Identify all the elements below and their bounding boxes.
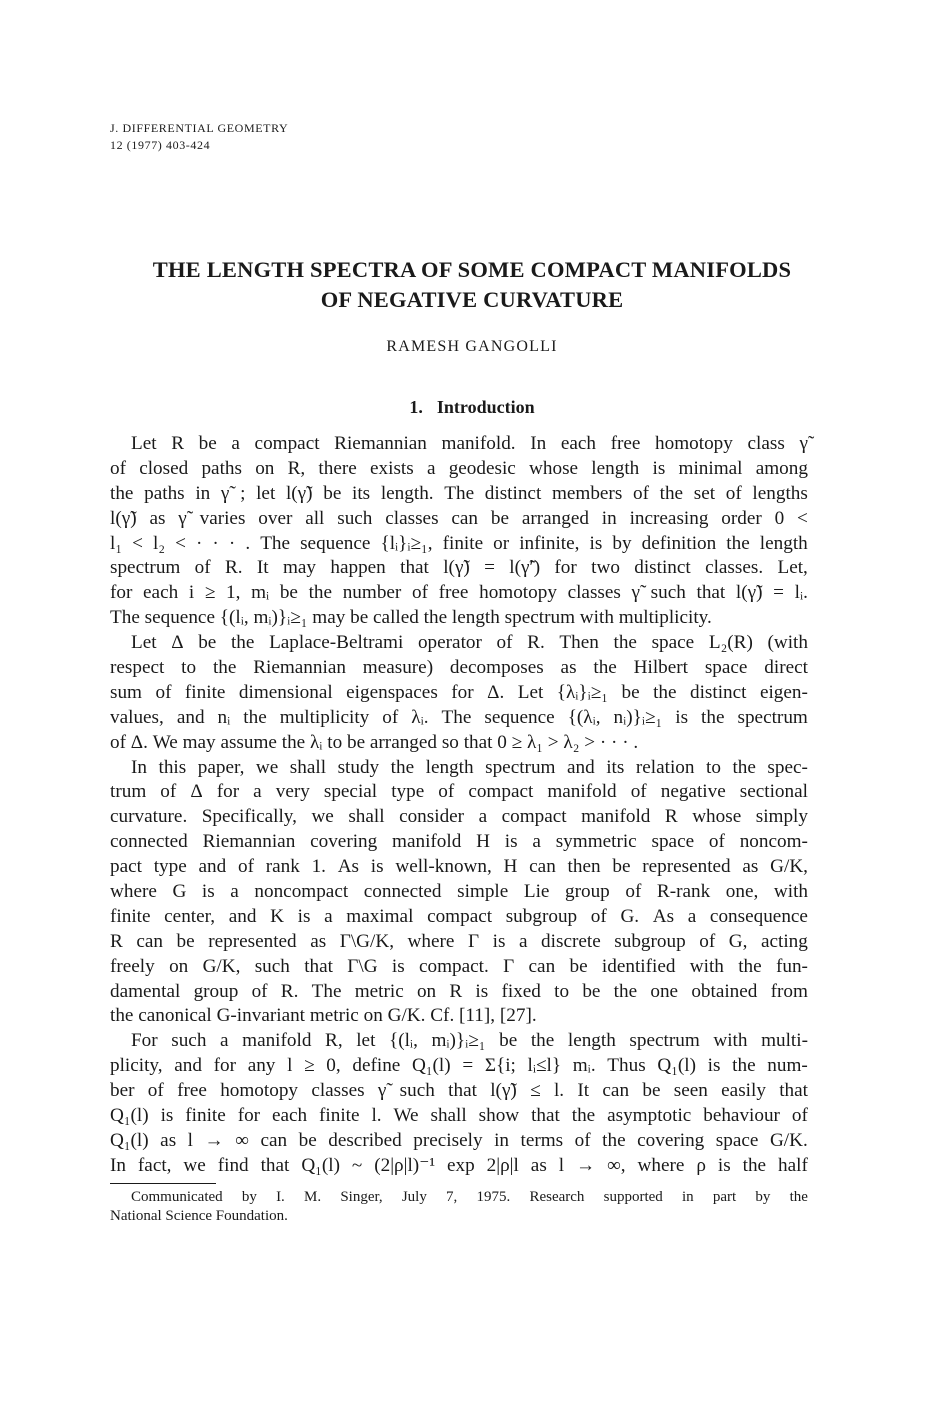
text-line: damental group of R. The metric on R is fixed to be the one obtained from [110,980,808,1002]
text-line: The sequence {(lᵢ, mᵢ)}ᵢ≥₁ may be called the length spectrum with multiplicity. [110,607,712,629]
journal-name: J. DIFFERENTIAL GEOMETRY [110,121,289,135]
text-line: of Δ. We may assume the λᵢ to be arranged so that 0 ≥ λ₁ > λ₂ > · · · . [110,731,639,753]
text-line: plicity, and for any l ≥ 0, define Q₁(l) = Σ{i; lᵢ≤l} mᵢ. Thus Q₁(l) is the num- [110,1055,808,1077]
text-line: where G is a noncompact connected simple Lie group of R-rank one, with [110,881,808,903]
text-line: For such a manifold R, let {(lᵢ, mᵢ)}ᵢ≥₁ be the length spectrum with multi- [131,1030,808,1052]
author: RAMESH GANGOLLI [386,338,558,355]
text-line: trum of Δ for a very special type of compact manifold of negative sectional [110,781,808,803]
text-line: spectrum of R. It may happen that l(γ̃) = l(γ̃′) for two distinct classes. Let, [110,557,808,579]
text-line: of closed paths on R, there exists a geodesic whose length is minimal among [110,457,808,479]
section-heading [0,397,944,418]
text-line: Q₁(l) is finite for each finite l. We shall show that the asymptotic behaviour of [110,1105,808,1127]
title-line: OF NEGATIVE CURVATURE [320,287,624,312]
text-line: the paths in γ̃ ; let l(γ̃) be its length. The distinct members of the set of lengths [110,482,808,504]
journal-header [110,120,288,154]
footnote-rule [110,1183,216,1184]
text-line: In fact, we find that Q₁(l) ~ (2|ρ|l)⁻¹ exp 2|ρ|l as l → ∞, where ρ is the half [110,1154,808,1176]
paper-title [80,255,864,315]
text-line: respect to the Riemannian measure) decomposes as the Hilbert space direct [110,657,808,679]
text-line: ber of free homotopy classes γ̃ such that l(γ̃) ≤ l. It can be seen easily that [110,1080,808,1102]
text-line: the canonical G-invariant metric on G/K. Cf. [11], [27]. [110,1005,537,1027]
text-line: R can be represented as Γ\G/K, where Γ is a discrete subgroup of G, acting [110,930,808,952]
body-text [110,432,808,1179]
text-line: values, and nᵢ the multiplicity of λᵢ. The sequence {(λᵢ, nᵢ)}ᵢ≥₁ is the spectrum [110,706,808,728]
footnote [110,1188,808,1226]
text-line: pact type and of rank 1. As is well-known, H can then be represented as G/K, [110,856,808,878]
text-line: finite center, and K is a maximal compact subgroup of G. As a consequence [110,905,808,927]
text-line: connected Riemannian covering manifold H is a symmetric space of noncom- [110,831,808,853]
text-line: for each i ≥ 1, mᵢ be the number of free homotopy classes γ̃ such that l(γ̃) = lᵢ. [110,582,808,604]
footnote-line: Communicated by I. M. Singer, July 7, 1975. Research supported in part by the [131,1189,808,1205]
text-line: l₁ < l₂ < · · · . The sequence {lᵢ}ᵢ≥₁, finite or infinite, is by definition the length [110,532,808,554]
text-line: Let Δ be the Laplace-Beltrami operator of R. Then the space L₂(R) (with [131,632,808,654]
text-line: In this paper, we shall study the length spectrum and its relation to the spec- [131,756,808,778]
text-line: Let R be a compact Riemannian manifold. In each free homotopy class γ̃ [131,433,808,454]
title-line: THE LENGTH SPECTRA OF SOME COMPACT MANIFOLDS [152,257,792,282]
footnote-line: National Science Foundation. [110,1208,288,1224]
section-title: Introduction [436,397,535,417]
journal-citation: 12 (1977) 403-424 [110,138,211,152]
text-line: Q₁(l) as l → ∞ can be described precisely in terms of the covering space G/K. [110,1129,808,1151]
text-line: l(γ̃) as γ̃ varies over all such classes can be arranged in increasing order 0 < [110,507,808,529]
text-line: freely on G/K, such that Γ\G is compact. Γ can be identified with the fun- [110,955,808,977]
text-line: sum of finite dimensional eigenspaces for Δ. Let {λᵢ}ᵢ≥₁ be the distinct eigen- [110,681,808,703]
section-number: 1. [409,397,423,417]
text-line: curvature. Specifically, we shall consider a compact manifold R whose simply [110,806,808,828]
